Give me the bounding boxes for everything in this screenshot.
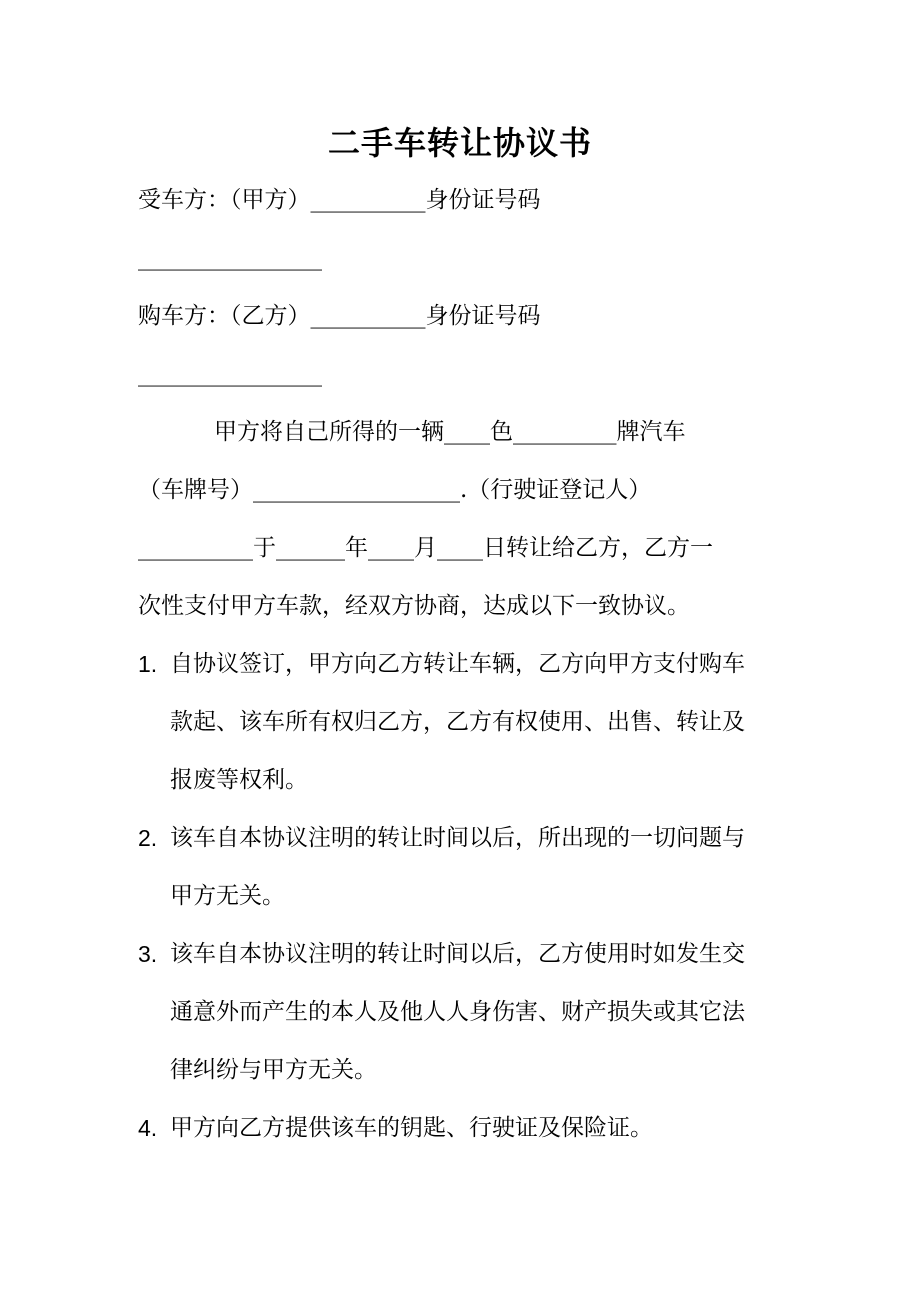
clause-item: [138, 1099, 778, 1157]
clause-number: 4.: [138, 1115, 158, 1141]
clause-text: 甲方向乙方提供该车的钥匙、行驶证及保险证。: [170, 1115, 653, 1141]
intro-line-2: （车牌号）__________________.（行驶证登记人）: [138, 477, 652, 503]
intro-line-4: 次性支付甲方车款，经双方协商，达成以下一致协议。: [138, 593, 690, 619]
clause-text: 该车自本协议注明的转让时间以后，乙方使用时如发生交通意外而产生的本人及他人人身伤害、财产损失或其它法律纠纷与甲方无关。: [170, 941, 745, 1083]
clause-number: 3.: [138, 941, 158, 967]
document-title: 二手车转让协议书: [327, 124, 592, 162]
intro-line-3: __________于______年____月____日转让给乙方，乙方一: [138, 535, 713, 561]
clause-text: 自协议签订，甲方向乙方转让车辆，乙方向甲方支付购车款起、该车所有权归乙方，乙方有权使用、出售、转让及报废等权利。: [170, 651, 745, 793]
clause-item: [138, 635, 778, 809]
clause-item: [138, 809, 778, 925]
intro-line-1: 甲方将自己所得的一辆____色_________牌汽车: [214, 419, 686, 445]
party-b-id-blank: ________________: [138, 361, 322, 387]
clause-text: 该车自本协议注明的转让时间以后，所出现的一切问题与甲方无关。: [170, 825, 745, 909]
party-b-line: 购车方：（乙方）__________身份证号码: [138, 303, 541, 329]
party-a-id-blank: ________________: [138, 245, 322, 271]
clause-number: 1.: [138, 651, 158, 677]
clause-number: 2.: [138, 825, 158, 851]
party-a-line: 受车方：（甲方）__________身份证号码: [138, 187, 541, 213]
clause-item: [138, 925, 778, 1099]
